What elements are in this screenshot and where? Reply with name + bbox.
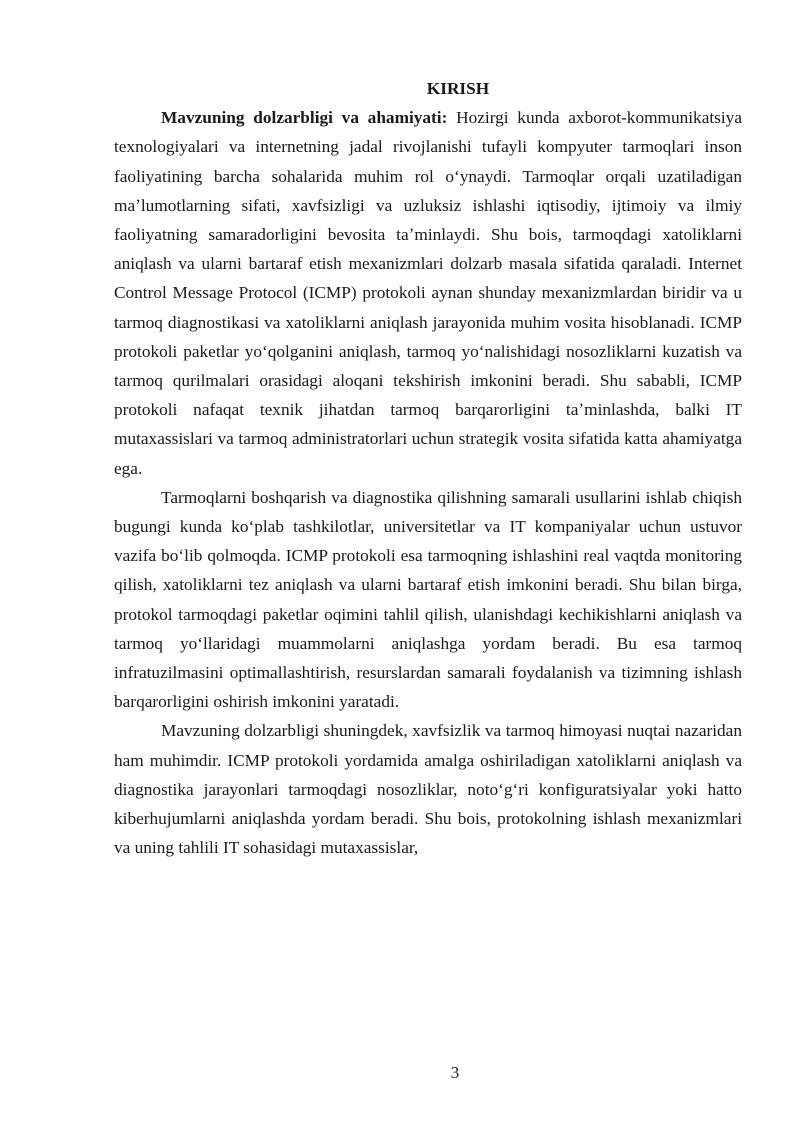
paragraph-1-text: Hozirgi kunda axborot-kommunikatsiya texnologiyalari va internetning jadal rivojlanishi tufayli kompyuter tarmoqlari inson faoliyatining barcha sohalarida muhim rol oʻynaydi. Tarmoqlar orqali uzatiladigan maʼlumotlarning sifati, xavfsizligi va uzluksiz ishlashi iqtisodiy, ijtimoiy va ilmiy faoliyatning samaradorligini bevosita taʼminlaydi. Shu bois, tarmoqdagi xatoliklarni aniqlash va ularni bartaraf etish mexanizmlari dolzarb masala sifatida qaraladi. Internet Control Message Protocol (ICMP) protokoli aynan shunday mexanizmlardan biridir va u tarmoq diagnostikasi va xatoliklarni aniqlash jarayonida muhim vosita hisoblanadi. ICMP protokoli paketlar yoʻqolganini aniqlash, tarmoq yoʻnalishidagi nosozliklarni kuzatish va tarmoq qurilmalari orasidagi aloqani tekshirish imkonini beradi. Shu sababli, ICMP protokoli nafaqat texnik jihatdan tarmoq barqarorligini taʼminlashda, balki IT mutaxassislari va tarmoq administratorlari uchun strategik vosita sifatida katta ahamiyatga ega.	[114, 108, 742, 478]
section-title: KIRISH	[426, 79, 490, 98]
paragraph-1	[114, 103, 742, 483]
page-number: 3	[450, 1063, 460, 1082]
document-page	[114, 74, 742, 862]
paragraph-lead: Mavzuning dolzarbligi va ahamiyati:	[161, 108, 448, 128]
paragraph-2: Tarmoqlarni boshqarish va diagnostika qilishning samarali usullarini ishlab chiqish bugungi kunda koʻplab tashkilotlar, universitetlar va IT kompaniyalar uchun ustuvor vazifa boʻlib qolmoqda. ICMP protokoli esa tarmoqning ishlashini real vaqtda monitoring qilish, xatoliklarni tez aniqlash va ularni bartaraf etish imkonini beradi. Shu bilan birga, protokol tarmoqdagi paketlar oqimini tahlil qilish, ulanishdagi kechikishlarni aniqlash va tarmoq yoʻllaridagi muammolarni aniqlashga yordam beradi. Bu esa tarmoq infratuzilmasini optimallashtirish, resurslardan samarali foydalanish va tizimning ishlash barqarorligini oshirish imkonini yaratadi.	[114, 487, 742, 712]
paragraph-3: Mavzuning dolzarbligi shuningdek, xavfsizlik va tarmoq himoyasi nuqtai nazaridan ham muhimdir. ICMP protokoli yordamida amalga oshiriladigan xatoliklarni aniqlash va diagnostika jarayonlari tarmoqdagi nosozliklar, notoʻgʻri konfiguratsiyalar yoki hatto kiberhujumlarni aniqlashda yordam beradi. Shu bois, protokolning ishlash mexanizmlari va uning tahlili IT sohasidagi mutaxassislar,	[114, 721, 742, 858]
